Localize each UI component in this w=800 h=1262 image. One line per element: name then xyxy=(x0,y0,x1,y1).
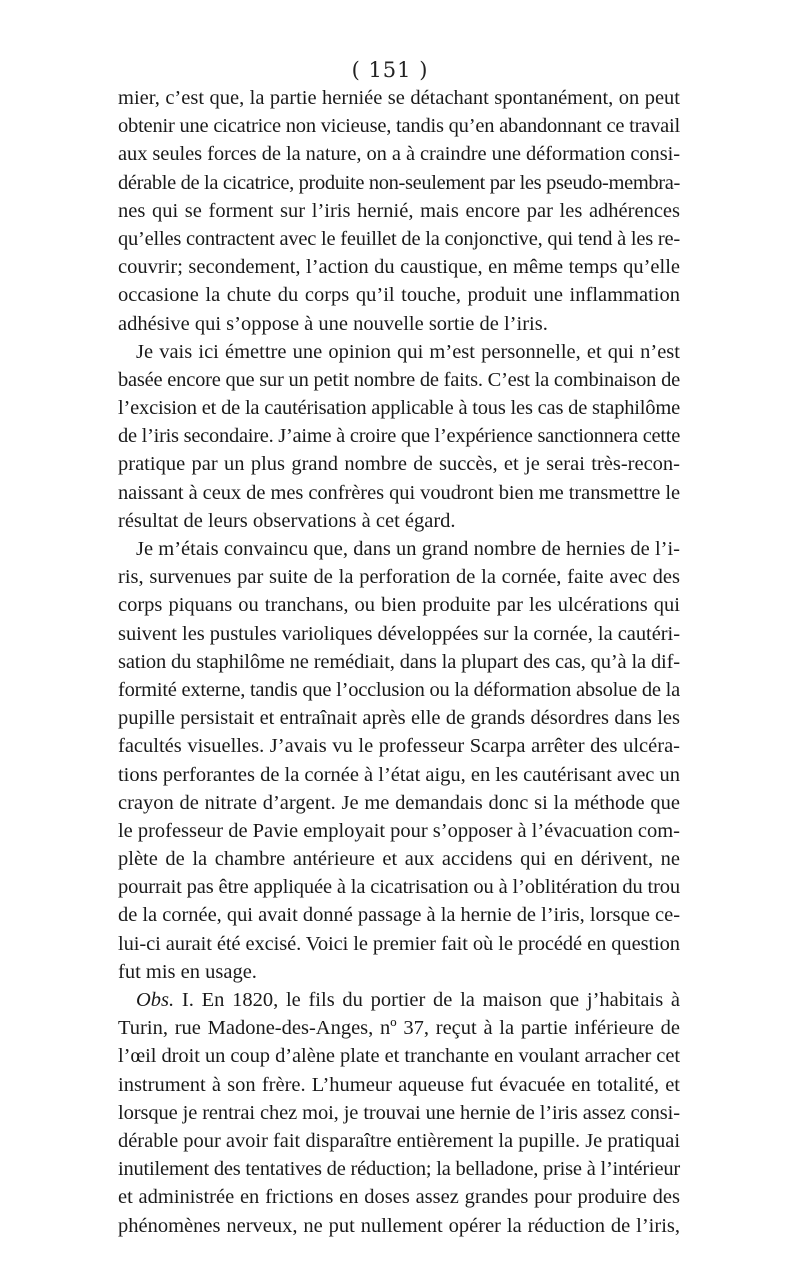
text-line xyxy=(118,789,680,817)
text-line xyxy=(118,281,680,309)
text-line-content: basée encore que sur un petit nombre de faits. C’est la combinaison de xyxy=(118,368,680,391)
text-line-content: ris, survenues par suite de la perforation de la cornée, faite avec des xyxy=(118,566,680,589)
text-line xyxy=(118,930,680,958)
text-line xyxy=(118,535,680,563)
text-line-content: l’œil droit un coup d’alène plate et tranchante en voulant arracher cet xyxy=(118,1045,681,1068)
text-line-content: couvrir; secondement, l’action du caustique, en même temps qu’elle xyxy=(118,256,680,279)
text-line-content: naissant à ceux de mes confrères qui voudront bien me transmettre le xyxy=(118,481,680,504)
text-line-content: Turin, rue Madone-des-Anges, nº 37, reçut à la partie inférieure de xyxy=(118,1017,681,1040)
text-line-content: inutilement des tentatives de réduction; la belladone, prise à l’intérieur xyxy=(118,1158,681,1181)
text-line xyxy=(118,676,680,704)
text-line xyxy=(118,704,680,732)
text-line-content: qu’elles contractent avec le feuillet de la conjonctive, qui tend à les re- xyxy=(118,227,680,250)
text-line-content: formité externe, tandis que l’occlusion ou la déformation absolue de la xyxy=(118,678,680,701)
text-line xyxy=(118,1127,680,1155)
text-line xyxy=(118,761,680,789)
text-line xyxy=(118,225,680,253)
text-line xyxy=(118,845,680,873)
text-line-content: de l’iris secondaire. J’aime à croire que l’expérience sanctionnera cette xyxy=(118,425,681,448)
text-line-content: pratique par un plus grand nombre de succès, et je serai très-recon- xyxy=(118,453,680,476)
text-line-content: Je m’étais convaincu que, dans un grand nombre de hernies de l’i- xyxy=(136,538,680,560)
text-line xyxy=(118,901,680,929)
text-line xyxy=(118,507,680,535)
page-number: ( 151 ) xyxy=(351,58,429,82)
text-line-content: et administrée en frictions en doses assez grandes pour produire des xyxy=(118,1186,680,1209)
text-line-content: adhésive qui s’oppose à une nouvelle sortie de l’iris. xyxy=(118,312,548,335)
text-line-content: dérable de la cicatrice, produite non-seulement par les pseudo-membra- xyxy=(118,171,680,194)
text-line xyxy=(118,1099,680,1127)
observation-label: Obs. xyxy=(136,989,175,1011)
text-line xyxy=(118,169,680,197)
text-line xyxy=(118,817,680,845)
text-line-content: Je vais ici émettre une opinion qui m’est personnelle, et qui n’est xyxy=(136,340,680,363)
text-line-content: occasione la chute du corps qu’il touche, produit une inflammation xyxy=(118,284,680,307)
text-line xyxy=(118,1212,680,1240)
text-line-content: obtenir une cicatrice non vicieuse, tandis qu’en abandonnant ce travail xyxy=(118,115,680,138)
text-line-content: crayon de nitrate d’argent. Je me demandais donc si la méthode que xyxy=(118,791,680,814)
text-line-content: I. En 1820, le fils du portier de la maison que j’habitais à xyxy=(174,989,681,1011)
text-line xyxy=(118,1042,680,1070)
text-line-content: phénomènes nerveux, ne put nullement opérer la réduction de l’iris, xyxy=(118,1214,680,1237)
text-line xyxy=(118,338,680,366)
text-line xyxy=(118,648,680,676)
text-line xyxy=(118,958,680,986)
text-line-content: plète de la chambre antérieure et aux accidens qui en dérivent, ne xyxy=(118,848,680,871)
text-line-content: sation du staphilôme ne remédiait, dans la plupart des cas, qu’à la dif- xyxy=(118,650,680,673)
text-line xyxy=(118,450,680,478)
body-text xyxy=(118,84,680,1240)
text-line xyxy=(118,197,680,225)
text-line-content: aux seules forces de la nature, on a à craindre une déformation consi- xyxy=(118,143,680,166)
text-line xyxy=(118,1014,680,1042)
text-line xyxy=(118,394,680,422)
text-line xyxy=(118,84,680,112)
text-line xyxy=(118,140,680,168)
text-line xyxy=(118,422,680,450)
text-line xyxy=(118,366,680,394)
text-line xyxy=(118,1183,680,1211)
text-line xyxy=(118,112,680,140)
text-line xyxy=(118,873,680,901)
text-line-content: pupille persistait et entraînait après elle de grands désordres dans les xyxy=(118,707,680,730)
text-line-content: lui-ci aurait été excisé. Voici le premier fait où le procédé en question xyxy=(118,932,680,955)
text-line-content: mier, c’est que, la partie herniée se détachant spontanément, on peut xyxy=(118,87,680,109)
text-line-content: résultat de leurs observations à cet égard. xyxy=(118,509,456,532)
text-line-content: fut mis en usage. xyxy=(118,960,257,983)
text-line xyxy=(118,1071,680,1099)
text-line xyxy=(118,310,680,338)
text-line xyxy=(118,1155,680,1183)
text-line-content: suivent les pustules varioliques développées sur la cornée, la cautéri- xyxy=(118,622,681,645)
text-line-content: instrument à son frère. L’humeur aqueuse fut évacuée en totalité, et xyxy=(118,1073,680,1096)
text-line-content: l’excision et de la cautérisation applicable à tous les cas de staphilôme xyxy=(118,397,680,420)
text-line-content: corps piquans ou tranchans, ou bien produite par les ulcérations qui xyxy=(118,594,680,617)
text-line xyxy=(118,732,680,760)
text-line xyxy=(118,591,680,619)
text-line xyxy=(118,986,680,1014)
text-line-content: de la cornée, qui avait donné passage à la hernie de l’iris, lorsque ce- xyxy=(118,904,680,927)
text-line-content: pourrait pas être appliquée à la cicatrisation ou à l’oblitération du trou xyxy=(118,876,680,899)
text-line-content: nes qui se forment sur l’iris hernié, mais encore par les adhérences xyxy=(118,199,680,222)
text-line-content: le professeur de Pavie employait pour s’opposer à l’évacuation com- xyxy=(118,819,680,842)
text-line xyxy=(118,479,680,507)
text-line xyxy=(118,253,680,281)
text-line xyxy=(118,563,680,591)
text-line-content: facultés visuelles. J’avais vu le professeur Scarpa arrêter des ulcéra- xyxy=(118,735,680,758)
text-line xyxy=(118,620,680,648)
text-line-content: tions perforantes de la cornée à l’état aigu, en les cautérisant avec un xyxy=(118,763,680,786)
text-line-content: lorsque je rentrai chez moi, je trouvai une hernie de l’iris assez consi- xyxy=(118,1101,680,1124)
text-line-content: dérable pour avoir fait disparaître entièrement la pupille. Je pratiquai xyxy=(118,1129,681,1152)
